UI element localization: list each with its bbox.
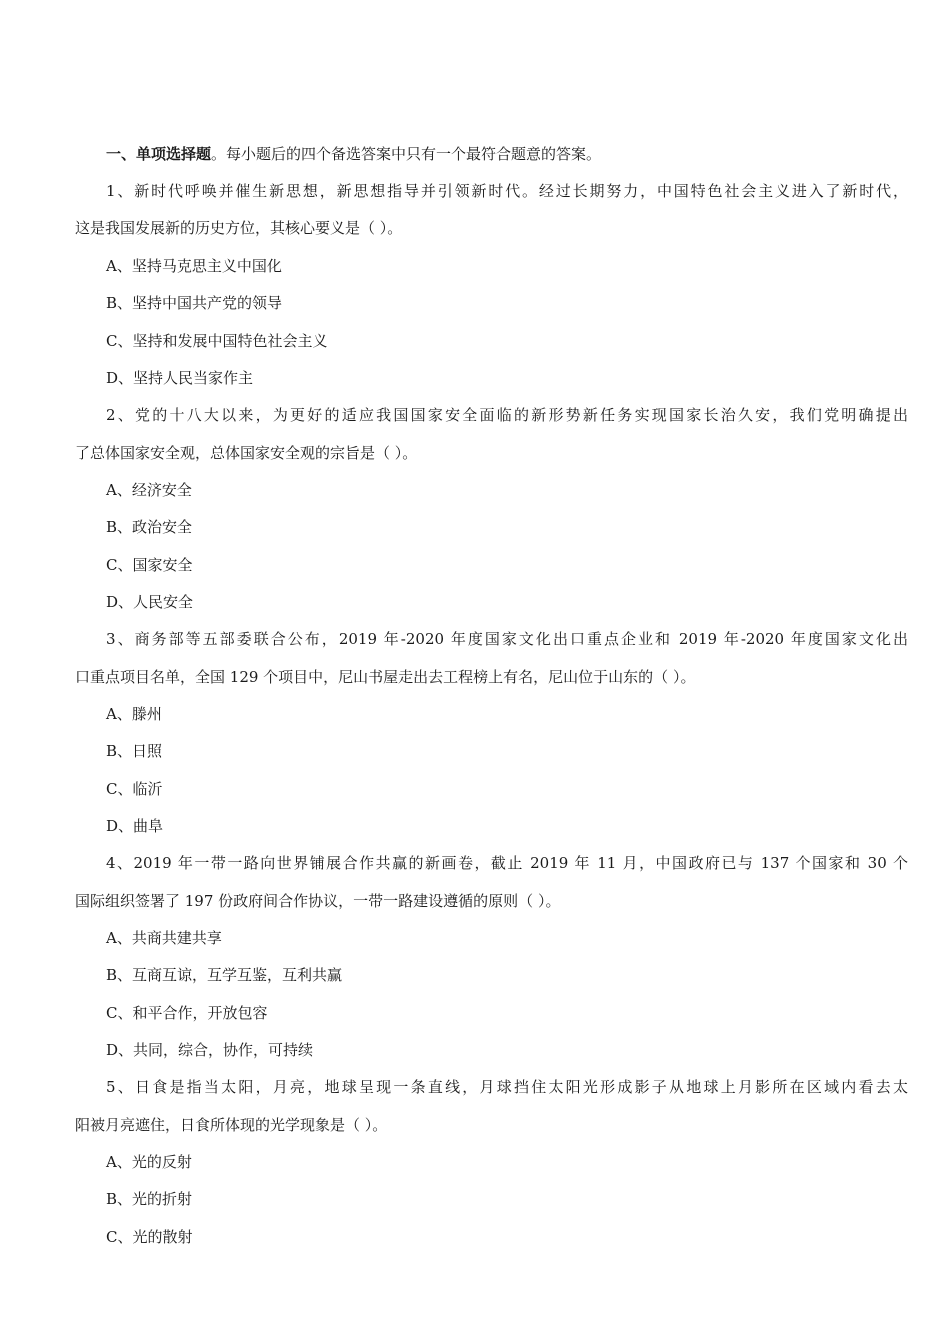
question-4-option-b: B、互商互谅，互学互鉴，互利共赢 — [106, 966, 343, 984]
question-2-stem-line-1: 2、党的十八大以来，为更好的适应我国国家安全面临的新形势新任务实现国家长治久安，我们党明确提出 — [106, 406, 908, 424]
question-1-option-b: B、坚持中国共产党的领导 — [106, 294, 283, 312]
section-instruction: 。每小题后的四个备选答案中只有一个最符合题意的答案。 — [211, 145, 602, 163]
question-2-option-a: A、经济安全 — [106, 481, 192, 499]
question-3-option-d: D、曲阜 — [106, 817, 164, 835]
question-5-stem-line-1: 5、日食是指当太阳，月亮，地球呈现一条直线，月球挡住太阳光形成影子从地球上月影所在区域内看去太 — [106, 1078, 908, 1096]
question-4-option-c: C、和平合作，开放包容 — [106, 1004, 268, 1022]
question-4-option-a: A、共商共建共享 — [106, 929, 222, 947]
question-1-option-c: C、坚持和发展中国特色社会主义 — [106, 332, 328, 350]
question-2-option-b: B、政治安全 — [106, 518, 193, 536]
question-3-stem-line-1: 3、商务部等五部委联合公布，2019 年-2020 年度国家文化出口重点企业和 2019 年-2020 年度国家文化出 — [106, 630, 908, 648]
question-4-stem-line-1: 4、2019 年一带一路向世界铺展合作共赢的新画卷，截止 2019 年 11 月，中国政府已与 137 个国家和 30 个 — [106, 854, 908, 872]
section-heading: 一、单项选择题 — [106, 145, 212, 163]
question-5-option-c: C、光的散射 — [106, 1228, 193, 1246]
question-3-option-b: B、日照 — [106, 742, 163, 760]
question-1-option-d: D、坚持人民当家作主 — [106, 369, 254, 387]
question-1-stem-line-1: 1、新时代呼唤并催生新思想，新思想指导并引领新时代。经过长期努力，中国特色社会主义进入了新时代， — [106, 182, 908, 200]
question-5-option-b: B、光的折射 — [106, 1190, 193, 1208]
question-1-stem-line-2: 这是我国发展新的历史方位，其核心要义是（ ）。 — [75, 219, 403, 237]
question-4-option-d: D、共同，综合，协作，可持续 — [106, 1041, 314, 1059]
question-4-stem-line-2: 国际组织签署了 197 份政府间合作协议，一带一路建设遵循的原则（ ）。 — [75, 892, 561, 910]
question-2-option-d: D、人民安全 — [106, 593, 194, 611]
question-3-option-c: C、临沂 — [106, 780, 163, 798]
question-2-stem-line-2: 了总体国家安全观，总体国家安全观的宗旨是（ ）。 — [75, 444, 418, 462]
question-5-option-a: A、光的反射 — [106, 1153, 192, 1171]
section-header — [106, 144, 601, 164]
question-3-stem-line-2: 口重点项目名单，全国 129 个项目中，尼山书屋走出去工程榜上有名，尼山位于山东的（ ）。 — [75, 668, 696, 686]
question-5-stem-line-2: 阳被月亮遮住，日食所体现的光学现象是（ ）。 — [75, 1116, 388, 1134]
question-3-option-a: A、滕州 — [106, 705, 162, 723]
question-2-option-c: C、国家安全 — [106, 556, 193, 574]
question-1-option-a: A、坚持马克思主义中国化 — [106, 257, 282, 275]
